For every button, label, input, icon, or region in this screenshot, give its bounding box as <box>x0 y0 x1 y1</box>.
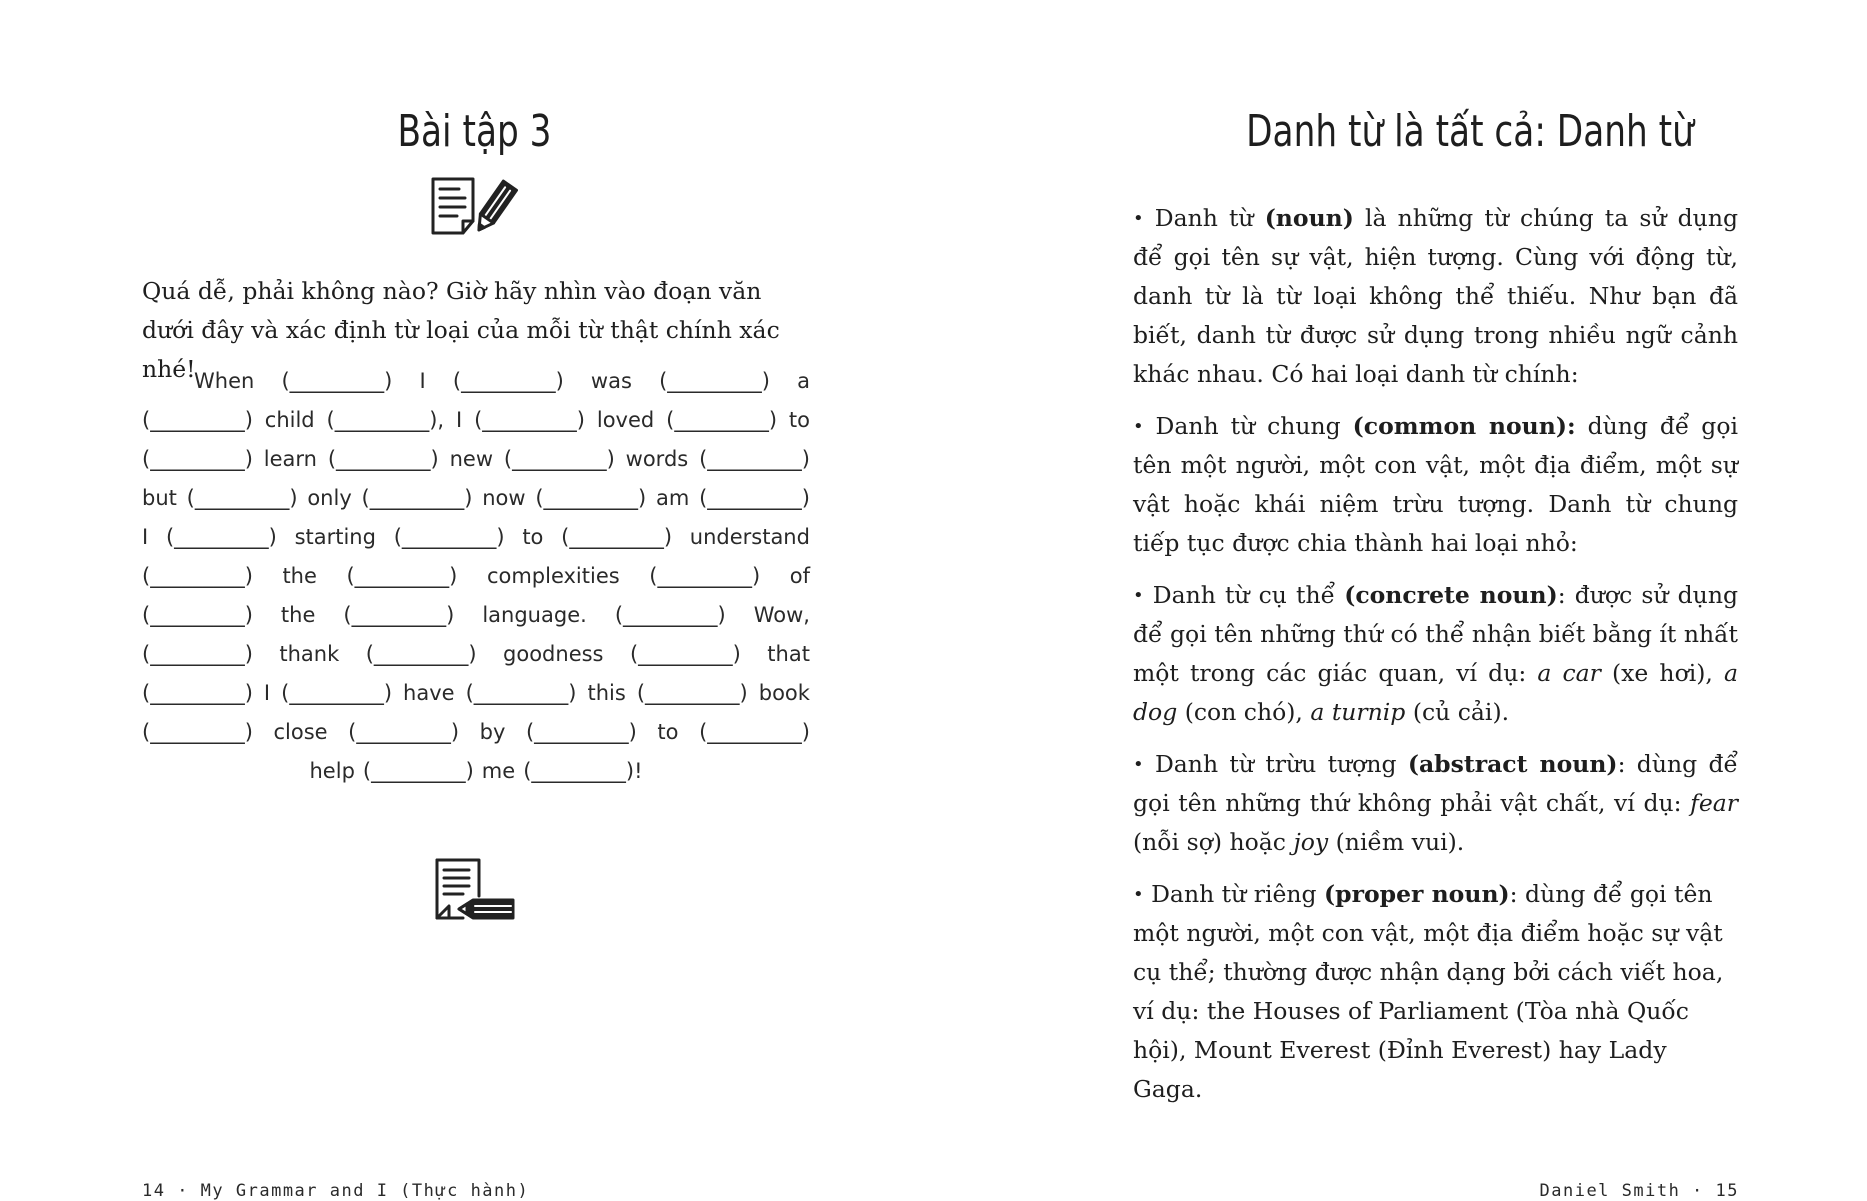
answer-blank: (_________) <box>636 681 748 705</box>
text: (niềm vui). <box>1328 828 1465 856</box>
term: (abstract noun) <box>1407 750 1618 778</box>
exercise-word: help <box>309 759 355 783</box>
exercise-word: complexities <box>486 564 620 588</box>
answer-blank: (_________) <box>142 642 253 666</box>
paragraph-common-noun <box>1133 407 1738 563</box>
exercise-word: that <box>767 642 810 666</box>
exercise-line <box>142 362 810 401</box>
answer-blank: (_________) <box>281 369 393 393</box>
text: : dùng để gọi tên một người, một con vật, một địa điểm hoặc sự vật cụ thể; thường được nhận dạng bởi cách viết hoa, ví dụ: the Houses of Parliament (Tòa nhà Quốc hội), Mount Everest (Đỉnh Everest) hay Lady Gaga. <box>1133 880 1724 1103</box>
exercise-line <box>142 752 810 791</box>
exercise-word: When <box>194 369 255 393</box>
answer-blank: (_________) <box>142 408 253 432</box>
document-pencil-icon <box>429 175 521 243</box>
bullet: • <box>1133 754 1144 775</box>
answer-blank: (_________) <box>649 564 761 588</box>
exercise-word: I <box>142 525 149 549</box>
exercise-word: child <box>264 408 315 432</box>
answer-blank: (_________) <box>503 447 615 471</box>
exercise-line <box>142 635 810 674</box>
exercise-word: by <box>479 720 506 744</box>
text: Danh từ trừu tượng <box>1143 750 1408 778</box>
text: Danh từ cụ thể <box>1143 581 1345 609</box>
exercise-word: was <box>590 369 632 393</box>
answer-blank: (_________) <box>281 681 393 705</box>
term: (noun) <box>1264 204 1354 232</box>
text: : dùng để gọi tên những thứ không phải vật chất, ví dụ: <box>1133 750 1738 817</box>
answer-blank: (_________) <box>699 486 810 510</box>
exercise-word: thank <box>279 642 340 666</box>
paragraph-abstract-noun <box>1133 745 1738 862</box>
exercise-word: starting <box>294 525 376 549</box>
answer-blank: (_________) <box>699 447 810 471</box>
answer-blank: (_________) <box>629 642 741 666</box>
exercise-line <box>142 713 810 752</box>
noun-definitions <box>1133 199 1738 1122</box>
bullet: • <box>1133 585 1144 606</box>
answer-blank: (_________) <box>361 486 473 510</box>
exercise-word: to <box>657 720 679 744</box>
text: Danh từ <box>1143 204 1265 232</box>
exercise-word: language. <box>482 603 587 627</box>
exercise-word: Wow, <box>753 603 810 627</box>
answer-blank: (_________) <box>362 759 474 783</box>
answer-blank: (_________) <box>142 447 253 471</box>
exercise-word: the <box>280 603 316 627</box>
term: (proper noun) <box>1324 880 1510 908</box>
exercise-word: only <box>307 486 352 510</box>
text: (con chó), <box>1177 698 1311 726</box>
exercise-word: loved <box>596 408 655 432</box>
answer-blank: (_________) <box>348 720 460 744</box>
text: Danh từ chung <box>1143 412 1353 440</box>
answer-blank: (_________) <box>465 681 577 705</box>
answer-blank: (_________) <box>666 408 778 432</box>
answer-blank: (_________) <box>699 720 810 744</box>
exercise-word: goodness <box>503 642 604 666</box>
exercise-word: but <box>142 486 177 510</box>
exercise-word: am <box>656 486 690 510</box>
text: (nỗi sợ) hoặc <box>1133 828 1294 856</box>
answer-blank: (_________) <box>343 603 455 627</box>
answer-blank: (_________) <box>346 564 458 588</box>
answer-blank: (_________) <box>525 720 637 744</box>
exercise-word: this <box>587 681 626 705</box>
term: (common noun): <box>1352 412 1576 440</box>
exercise-line <box>142 401 810 440</box>
exercise-word: a <box>797 369 810 393</box>
answer-blank: (_________) <box>614 603 726 627</box>
right-footer: Daniel Smith · 15 <box>1539 1181 1739 1201</box>
answer-blank: (_________) <box>142 603 253 627</box>
exercise-line <box>142 518 810 557</box>
exercise-word: close <box>273 720 328 744</box>
answer-blank: (_________) <box>165 525 277 549</box>
answer-blank: (_________) <box>535 486 647 510</box>
exercise-intro: Quá dễ, phải không nào? Giờ hãy nhìn vào đoạn văn dưới đây và xác định từ loại của mỗi từ thật chính xác nhé! <box>142 277 780 383</box>
exercise-word: new <box>449 447 494 471</box>
exercise-line <box>142 674 810 713</box>
example: a turnip <box>1310 698 1406 726</box>
exercise-word: to <box>522 525 544 549</box>
document-pencil-icon <box>433 856 517 926</box>
exercise-word: words <box>625 447 689 471</box>
answer-blank: (_________) <box>365 642 477 666</box>
example: a car <box>1537 659 1601 687</box>
text: (xe hơi), <box>1600 659 1724 687</box>
exercise-word: understand <box>689 525 810 549</box>
exercise-word: I <box>455 408 463 432</box>
paragraph-concrete-noun <box>1133 576 1738 732</box>
bullet: • <box>1133 208 1144 229</box>
text: : được sử dụng để gọi tên những thứ có thể nhận biết bằng ít nhất một trong các giác quan, ví dụ: <box>1133 581 1738 687</box>
example: joy <box>1293 828 1329 856</box>
answer-blank: (_________) <box>142 720 253 744</box>
exercise-word: me <box>481 759 516 783</box>
answer-blank: (_________) <box>186 486 298 510</box>
paragraph-noun <box>1133 199 1738 394</box>
example: fear <box>1690 789 1738 817</box>
answer-blank: (_________) <box>142 681 253 705</box>
exercise-word: have <box>403 681 455 705</box>
answer-blank: (_________) <box>659 369 770 393</box>
bullet: • <box>1133 884 1144 905</box>
exercise-word: I <box>263 681 271 705</box>
text: là những từ chúng ta sử dụng để gọi tên sự vật, hiện tượng. Cùng với động từ, danh từ là từ loại không thể thiếu. Như bạn đã biết, danh từ được sử dụng trong nhiều ngữ cảnh khác nhau. Có hai loại danh từ chính: <box>1133 204 1738 388</box>
exercise-word: now <box>482 486 526 510</box>
answer-blank: (_________) <box>474 408 585 432</box>
text: dùng để gọi tên một người, một con vật, một địa điểm, một sự vật hoặc khái niệm trừu tượng. Danh từ chung tiếp tục được chia thành hai loại nhỏ: <box>1133 412 1738 557</box>
bullet: • <box>1133 416 1144 437</box>
exercise-word: to <box>788 408 810 432</box>
exercise-word: of <box>789 564 810 588</box>
exercise-line <box>142 557 810 596</box>
answer-blank: (_________)! <box>523 759 643 783</box>
answer-blank: (_________), <box>326 408 445 432</box>
exercise-line <box>142 479 810 518</box>
term: (concrete noun) <box>1344 581 1558 609</box>
chapter-title: Danh từ là tất cả: Danh từ <box>1246 106 1694 157</box>
paragraph-proper-noun <box>1133 875 1738 1109</box>
exercise-word: the <box>282 564 317 588</box>
text: Danh từ riêng <box>1143 880 1325 908</box>
answer-blank: (_________) <box>142 564 253 588</box>
text: (củ cải). <box>1405 698 1510 726</box>
answer-blank: (_________) <box>452 369 564 393</box>
exercise-word: I <box>419 369 426 393</box>
exercise-word: learn <box>263 447 317 471</box>
answer-blank: (_________) <box>393 525 505 549</box>
answer-blank: (_________) <box>327 447 439 471</box>
answer-blank: (_________) <box>561 525 673 549</box>
exercise-line <box>142 440 810 479</box>
exercise-line <box>142 596 810 635</box>
exercise-word: book <box>758 681 810 705</box>
left-footer: 14 · My Grammar and I (Thực hành) <box>142 1181 530 1201</box>
exercise-title: Bài tập 3 <box>397 106 552 157</box>
example: a dog <box>1133 659 1738 726</box>
fill-in-exercise <box>142 362 810 791</box>
